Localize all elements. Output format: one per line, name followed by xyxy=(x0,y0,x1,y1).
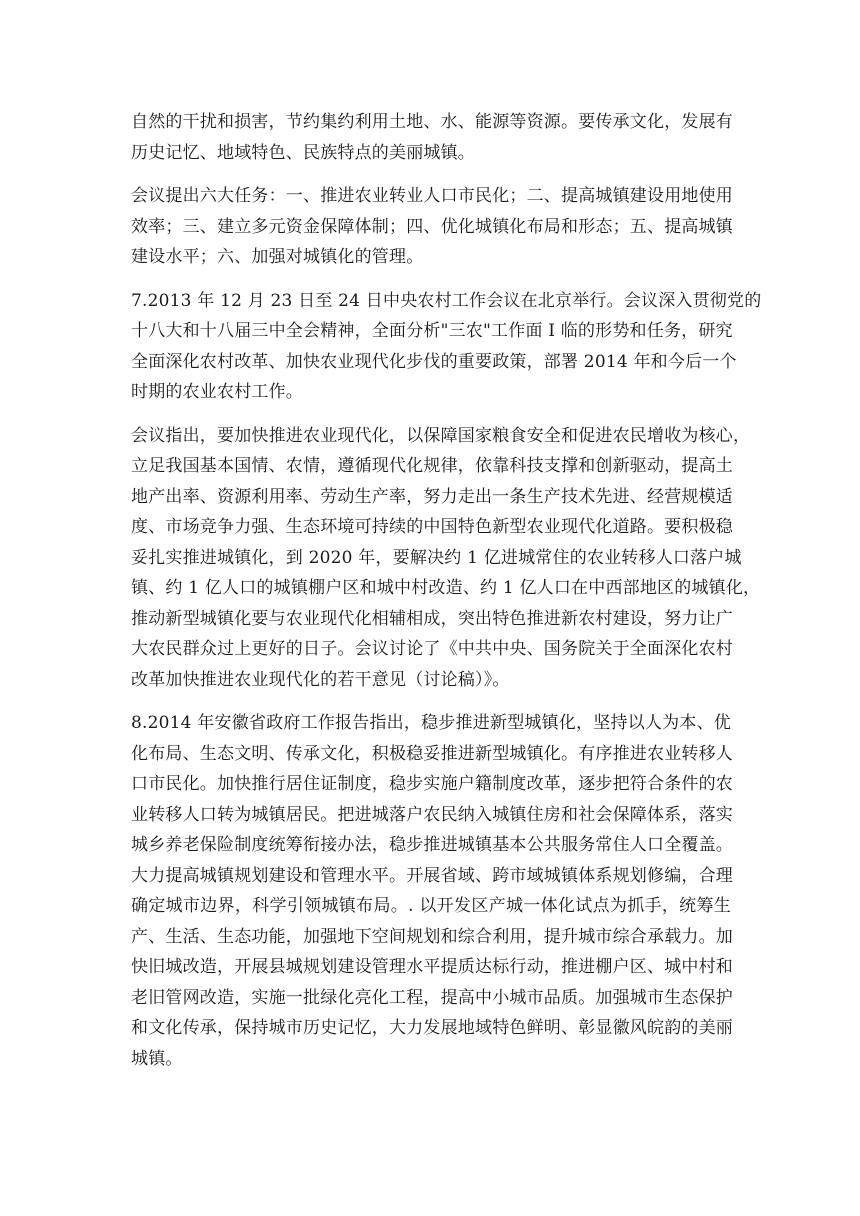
text-line: 效率；三、建立多元资金保障体制；四、优化城镇化布局和形态；五、提高城镇 xyxy=(131,216,733,237)
text-line: 8.2014 年安徽省政府工作报告指出，稳步推进新型城镇化，坚持以人为本、优 xyxy=(131,713,731,733)
text-line: 地产出率、资源利用率、劳动生产率，努力走出一条生产技术先进、经营规模适 xyxy=(131,486,733,507)
text-line: 全面深化农村改革、加快农业现代化步伐的重要政策，部署 2014 年和今后一个 xyxy=(131,351,737,372)
text-line: 化布局、生态文明、传承文化，积极稳妥推进新型城镇化。有序推进农业转移人 xyxy=(131,743,733,764)
text-line: 产、生活、生态功能，加强地下空间规划和综合利用，提升城市综合承载力。加 xyxy=(131,926,733,947)
text-line: 时期的农业农村工作。 xyxy=(131,382,303,402)
text-line: 和文化传承，保持城市历史记忆，大力发展地域特色鲜明、彰显徽风皖韵的美丽 xyxy=(131,1018,733,1038)
text-line: 口市民化。加快推行居住证制度，稳步实施户籍制度改革，逐步把符合条件的农 xyxy=(131,774,733,794)
paragraph-4 xyxy=(131,421,761,696)
text-line: 城镇。 xyxy=(131,1048,183,1069)
text-line: 快旧城改造，开展县城规划建设管理水平提质达标行动，推进棚户区、城中村和 xyxy=(131,957,733,977)
text-line: 立足我国基本国情、农情，遵循现代化规律，依靠科技支撑和创新驱动，提高土 xyxy=(131,456,733,476)
text-line: 大力提高城镇规划建设和管理水平。开展省域、跨市域城镇体系规划修编，合理 xyxy=(131,865,733,886)
text-line: 度、市场竞争力强、生态环境可持续的中国特色新型农业现代化道路。要积极稳 xyxy=(131,517,733,537)
text-line: 老旧管网改造，实施一批绿化亮化工程，提高中小城市品质。加强城市生态保护 xyxy=(131,987,733,1008)
paragraph-3 xyxy=(131,286,762,408)
text-line: 会议提出六大任务：一、推进农业转业人口市民化；二、提高城镇建设用地使用 xyxy=(131,186,733,206)
text-line: 改革加快推进农业现代化的若干意见（讨论稿）》。 xyxy=(131,669,510,690)
paragraph-2 xyxy=(131,181,731,273)
paragraph-1 xyxy=(131,107,731,168)
text-line: 建设水平；六、加强对城镇化的管理。 xyxy=(131,247,424,267)
document-body xyxy=(131,107,762,1087)
text-line: 历史记忆、地域特色、民族特点的美丽城镇。 xyxy=(131,142,475,163)
text-line: 大农民群众过上更好的日子。会议讨论了《中共中央、国务院关于全面深化农村 xyxy=(131,639,733,659)
text-line: 确定城市边界，科学引领城镇布局。. 以开发区产城一体化试点为抓手，统筹生 xyxy=(131,896,731,916)
text-line: 妥扎实推进城镇化，到 2020 年，要解决约 1 亿进城常住的农业转移人口落户城 xyxy=(131,547,742,568)
text-line: 会议指出，要加快推进农业现代化，以保障国家粮食安全和促进农民增收为核心， xyxy=(131,425,751,446)
text-line: 十八大和十八届三中全会精神，全面分析"三农"工作面 I 临的形势和任务，研究 xyxy=(131,321,733,341)
text-line: 7.2013 年 12 月 23 日至 24 日中央农村工作会议在北京举行。会议深入贯彻党的 xyxy=(131,290,762,311)
text-line: 城乡养老保险制度统筹衔接办法，稳步推进城镇基本公共服务常住人口全覆盖。 xyxy=(131,835,733,855)
text-line: 推动新型城镇化要与农业现代化相辅相成，突出特色推进新农村建设，努力让广 xyxy=(131,608,733,629)
text-line: 镇、约 1 亿人口的城镇棚户区和城中村改造、约 1 亿人口在中西部地区的城镇化， xyxy=(131,578,761,598)
text-line: 自然的干扰和损害，节约集约利用土地、水、能源等资源。要传承文化，发展有 xyxy=(131,112,733,132)
paragraph-5 xyxy=(131,708,731,1074)
text-line: 业转移人口转为城镇居民。把进城落户农民纳入城镇住房和社会保障体系，落实 xyxy=(131,804,733,825)
